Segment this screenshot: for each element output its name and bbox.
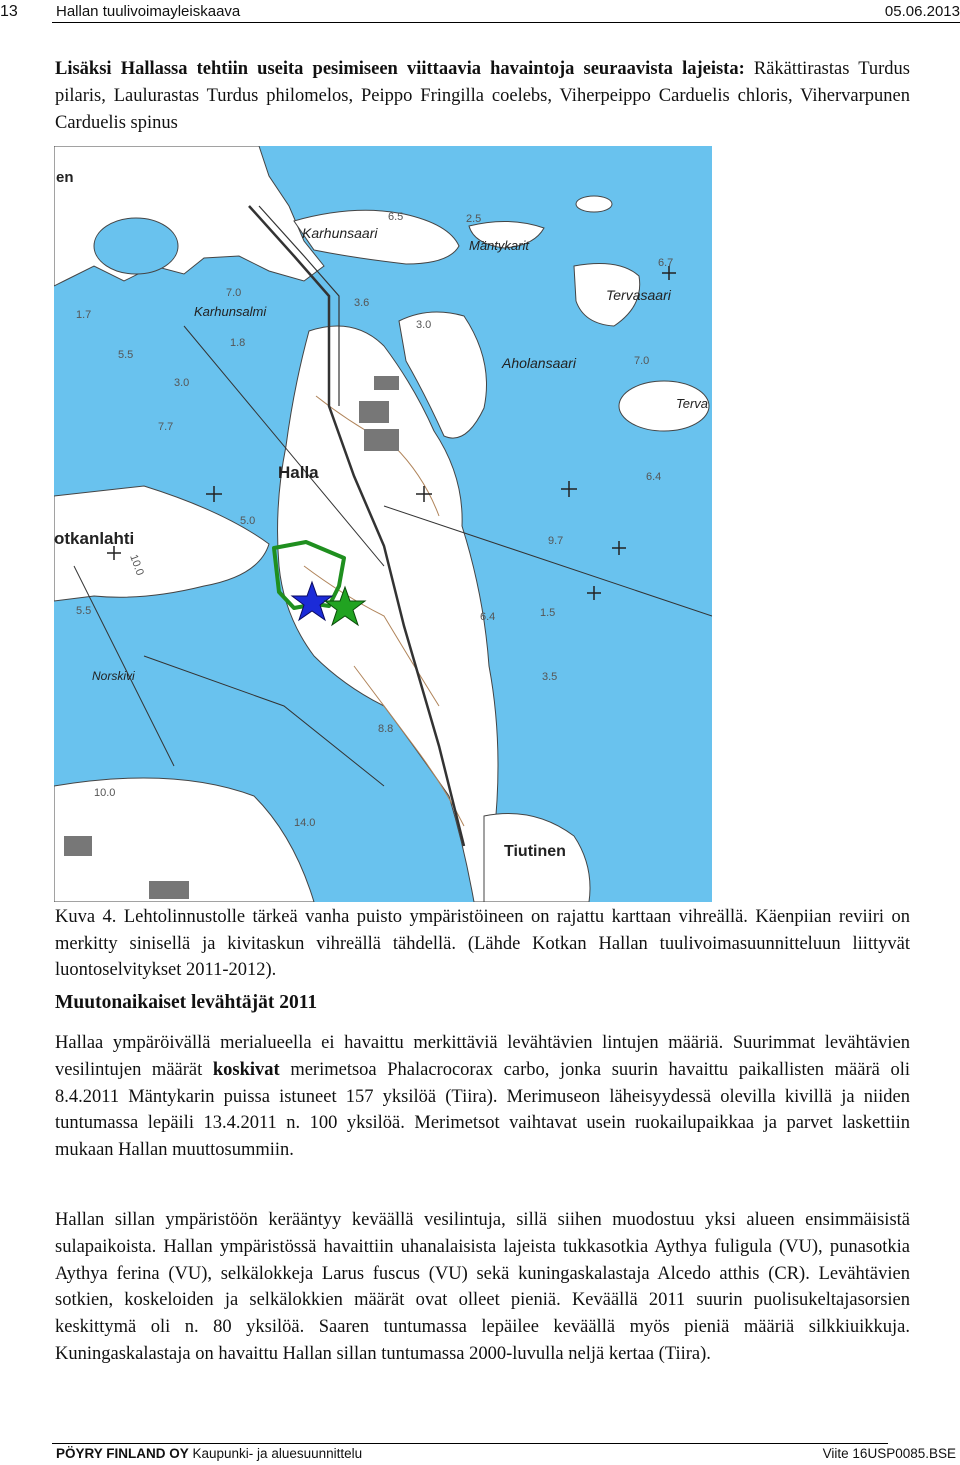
map-depth: 3.0: [174, 377, 190, 389]
map-figure: [54, 146, 712, 902]
paragraph-1-rest: merimetsoa Phalacrocorax carbo, jonka suurin havaittu paikallisten määrä oli 8.4.2011 Mäntykarin puissa istuneet 157 yksilöä (Tiira). Merimuseon läheisyydessä olevilla kivillä ja niiden tuntumassa lepäili 13.4.2011 n. 100 yksilöä. Merimetsot vaihtavat usein ruokailupaikkaa ja parvet laskettiin mukaan Hallan muuttosummiin.: [55, 1059, 910, 1161]
map-depth: 10.0: [127, 552, 146, 578]
map-building: [374, 376, 399, 390]
map-depth: 5.5: [118, 349, 134, 361]
map-building: [149, 881, 189, 899]
section-paragraph-2: Hallan sillan ympäristöön kerääntyy keväällä vesilintuja, sillä siihen muodostuu yksi alueen ensimmäisistä sulapaikoista. Hallan ympäristössä havaittiin uhanalaisista lajeista tukkasotkia Aythya fuligula (VU), punasotkia Aythya ferina (VU), selkälokkeja Larus fuscus (VU) sekä kuningaskalastaja Alcedo atthis (CR). Levähtävien sotkien, koskeloiden ja selkälokkien määrät ovat olleet pieniä. Keväällä 2011 suurin puolisukeltajasorsien keskittymä oli n. 80 yksilöä. Saaren tuntumassa lepäilee keväällä myös pieniä määriä silkkiuikkuja. Kuningaskalastaja on havaittu Hallan sillan tuntumassa 2000-luvulla neljä kertaa (Tiira).: [55, 1210, 910, 1364]
page-number: 13: [0, 3, 18, 20]
map-label-aholansaari: Aholansaari: [502, 355, 576, 371]
footer-department: Kaupunki- ja aluesuunnittelu: [188, 1446, 363, 1461]
figure-caption: Kuva 4. Lehtolinnustolle tärkeä vanha puisto ympäristöineen on rajattu karttaan vihreällä. Käenpiian reviiri on merkitty sinisellä ja kivitaskun vihreällä tähdellä. (Lähde Kotkan Hallan tuulivoimasuunnitteluun liittyvät luontoselvitykset 2011-2012).: [55, 907, 910, 980]
page-header: [0, 0, 960, 22]
map-depth: 2.5: [466, 213, 482, 225]
map-label-mantykarit: Mäntykarit: [469, 238, 529, 253]
map-label-karhunsalmi: Karhunsalmi: [194, 304, 267, 319]
footer-company: PÖYRY FINLAND OY: [56, 1446, 189, 1461]
map-label-en: en: [56, 169, 74, 186]
map-depth: 14.0: [294, 817, 316, 829]
map-depth: 10.0: [94, 787, 116, 799]
map-depth: 7.0: [226, 287, 242, 299]
map-label-terva: Terva: [676, 396, 709, 411]
map-depth: 1.5: [540, 607, 556, 619]
paragraph-1-bold: koskivat: [212, 1059, 280, 1080]
map-pond: [94, 218, 178, 274]
map-depth: 6.4: [646, 471, 662, 483]
map-depth: 7.0: [634, 355, 650, 367]
map-svg: [54, 146, 712, 902]
footer-organization: [56, 1446, 362, 1461]
map-label-karhunsaari: Karhunsaari: [302, 225, 378, 241]
map-islet: [576, 196, 612, 212]
intro-paragraph: [55, 56, 910, 136]
map-depth: 7.7: [158, 421, 174, 433]
map-building: [359, 401, 389, 423]
footer-reference: Viite 16USP0085.BSE: [822, 1446, 956, 1461]
map-building: [364, 429, 399, 451]
map-depth: 6.4: [480, 611, 496, 623]
map-depth: 6.5: [388, 211, 404, 223]
paragraph-1-start: Hallaa ympäröivällä merialueella ei havaittu merkittäviä levähtävien lintujen määriä. Suurimmat levähtävien vesilintujen määrät: [55, 1033, 910, 1080]
intro-species-list: Räkättirastas Turdus pilaris, Laulurastas Turdus philomelos, Peippo Fringilla coelebs, Viherpeippo Carduelis chloris, Vihervarpunen Carduelis spinus: [55, 59, 910, 133]
document-date: 05.06.2013: [884, 3, 960, 20]
map-depth: 5.5: [76, 605, 92, 617]
map-depth: 9.7: [548, 535, 564, 547]
map-label-tiutinen: Tiutinen: [504, 843, 566, 860]
map-depth: 1.8: [230, 337, 246, 349]
map-depth: 6.7: [658, 257, 674, 269]
map-label-otkanlahti: otkanlahti: [54, 529, 135, 548]
document-title: Hallan tuulivoimayleiskaava: [56, 3, 241, 20]
map-depth: 8.8: [378, 723, 394, 735]
map-depth: 3.0: [416, 319, 432, 331]
map-depth: 3.5: [542, 671, 558, 683]
intro-bold-lead: Lisäksi Hallassa tehtiin useita pesimiseen viittaavia havaintoja seuraavista lajeista:: [55, 59, 745, 79]
map-label-halla: Halla: [278, 463, 319, 482]
section-paragraph-1: [55, 1030, 910, 1164]
footer-rule: [52, 1443, 888, 1444]
map-depth: 3.6: [354, 297, 370, 309]
section-heading: Muutonaikaiset levähtäjät 2011: [55, 992, 318, 1013]
map-building: [64, 836, 92, 856]
map-label-norskivi: Norskivi: [92, 669, 135, 683]
map-label-tervasaari: Tervasaari: [606, 287, 671, 303]
header-rule: [52, 22, 960, 23]
map-depth: 1.7: [76, 309, 92, 321]
map-depth: 5.0: [240, 515, 256, 527]
